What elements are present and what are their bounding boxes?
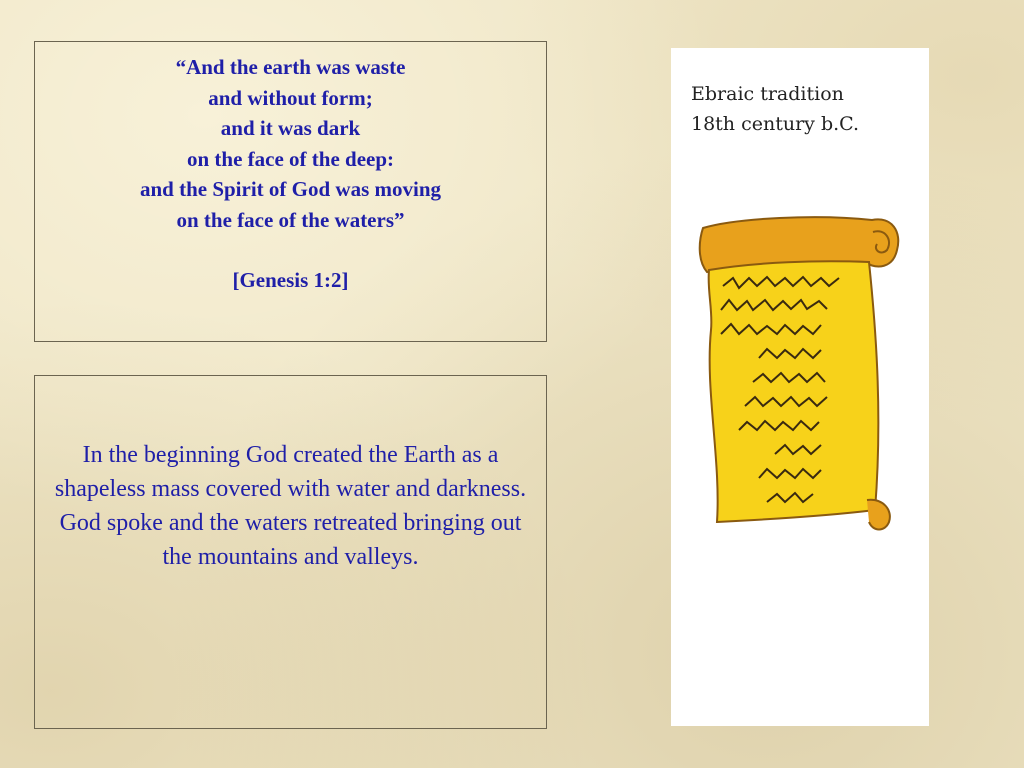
quote-reference: [Genesis 1:2] — [232, 268, 349, 292]
quote-line: on the face of the deep: — [186, 146, 395, 171]
quote-line: and without form; — [208, 85, 373, 110]
side-panel — [671, 48, 929, 726]
quote-line: and it was dark — [220, 116, 361, 140]
caption-line: 18th century b.C. — [691, 113, 860, 135]
description-text: In the beginning God created the Earth as a shapeless mass covered with water and darkness. God spoke and the waters retreated bringing out the mountains and valleys. — [54, 442, 527, 570]
quote-line: and the Spirit of God was moving — [139, 177, 442, 201]
genesis-quote — [35, 52, 546, 296]
quote-box — [34, 41, 547, 342]
ancient-hebrew-scroll-image — [697, 210, 905, 540]
description-box — [34, 375, 547, 729]
caption-line: Ebraic tradition — [691, 83, 844, 105]
quote-line: “And the earth was waste — [175, 55, 406, 79]
image-caption — [691, 79, 859, 139]
quote-line: on the face of the waters” — [176, 207, 405, 232]
